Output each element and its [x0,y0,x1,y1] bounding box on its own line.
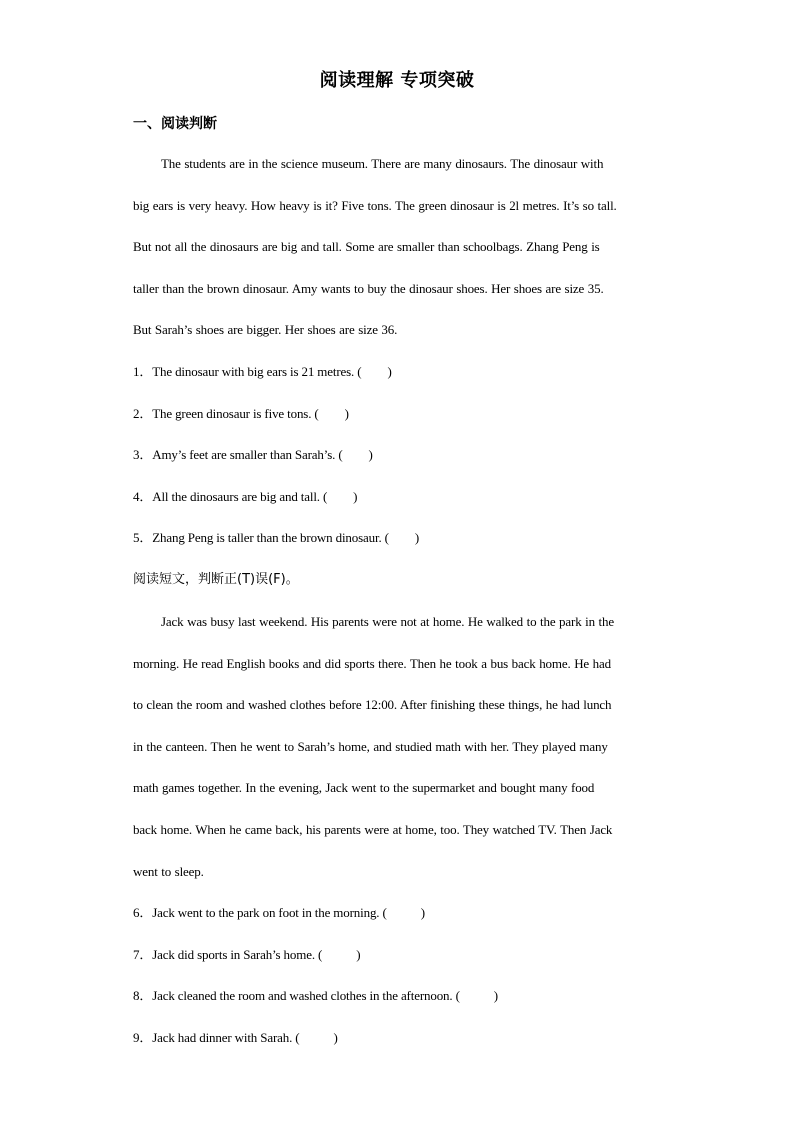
question-text: The dinosaur with big ears is 21 metres. ( [152,364,362,379]
section2-instruction: 阅读短文，判断正(T)误(F)。 [133,571,299,587]
question-item [133,351,665,393]
question-text: Jack went to the park on foot in the morning. ( [152,905,387,920]
passage-line: The students are in the science museum. There are many dinosaurs. The dinosaur with [161,156,604,171]
question-item [133,892,665,934]
question-list-1 [133,351,665,601]
question-close: ) [344,405,349,421]
passage-line: But Sarah’s shoes are bigger. Her shoes are size 36. [133,322,398,338]
question-number: 9． [133,1029,153,1045]
question-number: 1． [133,364,153,379]
question-item [133,1017,665,1059]
passage-line: taller than the brown dinosaur. Amy wants to buy the dinosaur shoes. Her shoes are size 35. [133,280,604,296]
passage-dinosaurs [133,143,665,351]
question-close: ) [493,988,498,1004]
page-title: 阅读理解 专项突破 [319,70,475,91]
question-close: ) [368,447,373,463]
question-number: 6． [133,905,153,920]
question-close: ) [353,488,358,504]
question-number: 4． [133,488,153,504]
passage-line: math games together. In the evening, Jack went to the supermarket and bought many food [133,780,595,796]
section-heading-reading-judgment: 一、阅读判断 [133,116,217,132]
question-number: 2． [133,405,153,421]
passage-line: back home. When he came back, his parents were at home, too. They watched TV. Then Jack [133,821,613,837]
question-text: Jack did sports in Sarah’s home. ( [152,946,323,962]
question-text: Jack had dinner with Sarah. ( [152,1029,300,1045]
question-item [133,517,665,559]
passage-jack [133,601,665,892]
question-close: ) [333,1029,338,1045]
question-close: ) [387,364,392,379]
passage-line: Jack was busy last weekend. His parents were not at home. He walked to the park in the [161,614,614,629]
passage-line: went to sleep. [133,863,204,879]
passage-paragraph [133,601,665,892]
question-close: ) [420,905,425,920]
question-text: Jack cleaned the room and washed clothes in the afternoon. ( [152,988,460,1004]
question-number: 5． [133,530,153,546]
question-text: All the dinosaurs are big and tall. ( [152,488,328,504]
passage-line: But not all the dinosaurs are big and tall. Some are smaller than schoolbags. Zhang Peng is [133,239,600,255]
question-item [133,393,665,435]
question-number: 7． [133,946,153,962]
question-close: ) [356,946,361,962]
question-number: 3． [133,447,153,463]
question-item [133,476,665,518]
question-text: The green dinosaur is five tons. ( [152,405,319,421]
question-item [133,934,665,976]
question-item [133,975,665,1017]
passage-line: morning. He read English books and did sports there. Then he took a bus back home. He had [133,655,611,671]
passage-paragraph [133,143,665,351]
question-number: 8． [133,988,153,1004]
question-list-2 [133,892,665,1058]
question-text: Amy’s feet are smaller than Sarah’s. ( [152,447,343,463]
passage-line: big ears is very heavy. How heavy is it? Five tons. The green dinosaur is 2l metres. It’s so tall. [133,197,617,213]
passage-line: to clean the room and washed clothes before 12:00. After finishing these things, he had lunch [133,697,612,713]
question-close: ) [414,530,420,546]
question-text: Zhang Peng is taller than the brown dinosaur. ( [152,530,389,546]
passage-line: in the canteen. Then he went to Sarah’s home, and studied math with her. They played many [133,738,608,754]
question-item [133,434,665,476]
